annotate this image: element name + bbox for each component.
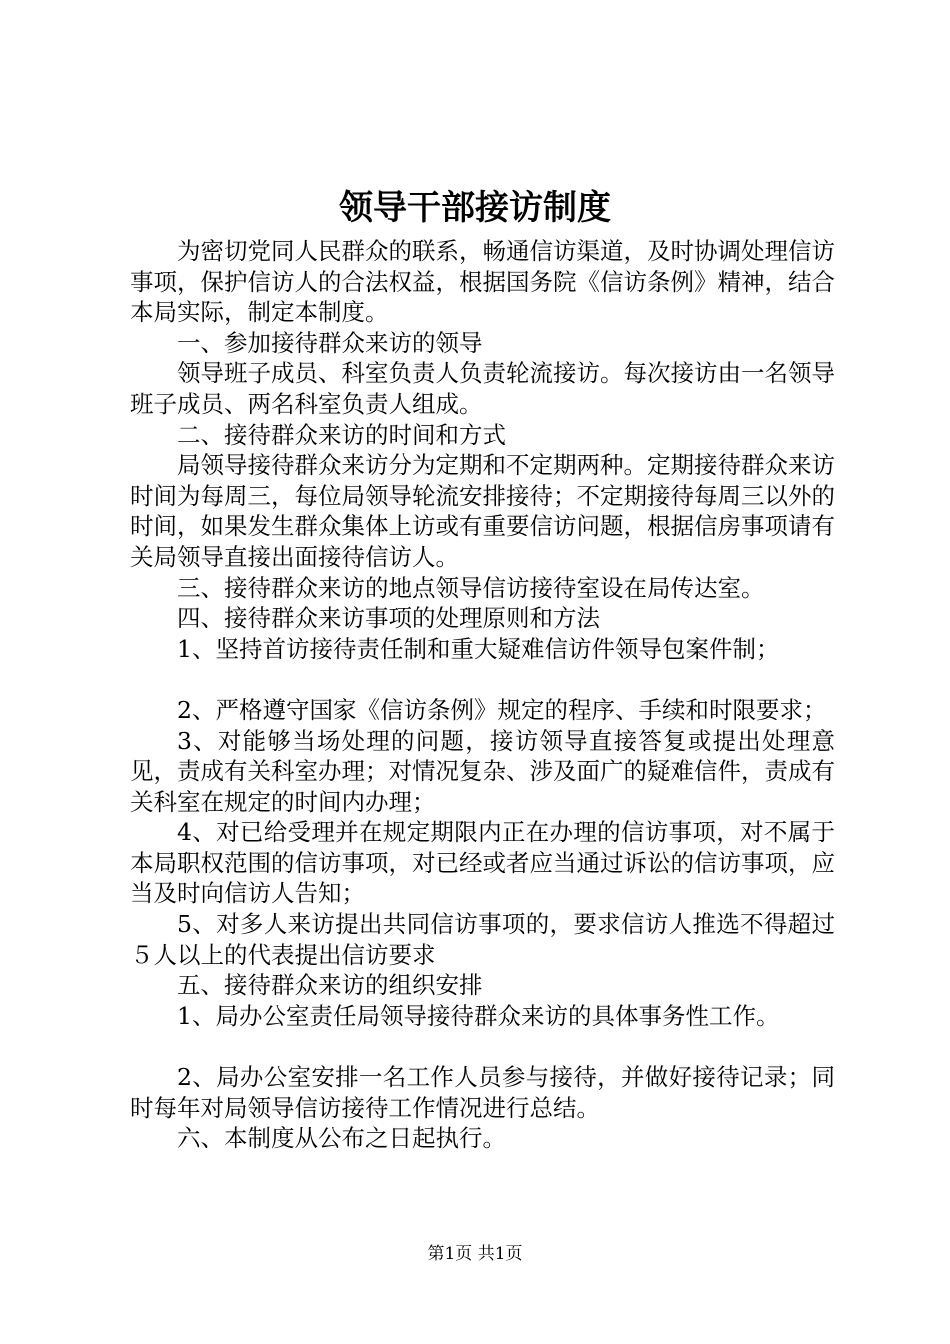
document-title: 领导干部接访制度: [339, 188, 611, 228]
section-4-item-3: 3、对能够当场处理的问题，接访领导直接答复或提出处理意见，责成有关科室办理；对情况复杂、涉及面广的疑难信件，责成有关科室在规定的时间内办理；: [130, 726, 835, 816]
section-heading-1: 一、参加接待群众来访的领导: [177, 328, 483, 357]
section-5-item-2: 2、局办公室安排一名工作人员参与接待，并做好接待记录；同时每年对局领导信访接待工作情况进行总结。: [130, 1063, 835, 1122]
section-5-item-1: 1、局办公室责任局领导接待群众来访的具体事务性工作。: [177, 1001, 780, 1030]
section-heading-2: 二、接待群众来访的时间和方式: [177, 420, 506, 449]
section-2-text: 局领导接待群众来访分为定期和不定期两种。定期接待群众来访时间为每周三，每位局领导轮流安排接待；不定期接待每周三以外的时间，如果发生群众集体上访或有重要信访问题，根据信房事项请有关局领导直接出面接待信访人。: [130, 451, 835, 571]
intro-paragraph: 为密切党同人民群众的联系，畅通信访渠道，及时协调处理信访事项，保护信访人的合法权益，根据国务院《信访条例》精神，结合本局实际，制定本制度。: [130, 237, 835, 327]
section-heading-3: 三、接待群众来访的地点领导信访接待室设在局传达室。: [177, 573, 765, 602]
section-1-text: 领导班子成员、科室负责人负责轮流接访。每次接访由一名领导班子成员、两名科室负责人组成。: [130, 359, 835, 418]
document-body: [130, 236, 835, 1154]
section-4-item-1: 1、坚持首访接待责任制和重大疑难信访件领导包案件制；: [177, 634, 780, 663]
section-4-item-4: 4、对已给受理并在规定期限内正在办理的信访事项，对不属于本局职权范围的信访事项，对已经或者应当通过诉讼的信访事项，应当及时向信访人告知；: [130, 818, 835, 908]
section-heading-5: 五、接待群众来访的组织安排: [177, 971, 483, 1000]
section-4-item-5: 5、对多人来访提出共同信访事项的，要求信访人推选不得超过５人以上的代表提出信访要求: [130, 910, 835, 969]
page-footer: 第1页 共1页: [427, 1244, 523, 1264]
section-4-item-2: 2、严格遵守国家《信访条例》规定的程序、手续和时限要求；: [177, 695, 827, 724]
section-heading-6: 六、本制度从公布之日起执行。: [177, 1124, 506, 1153]
section-heading-4: 四、接待群众来访事项的处理原则和方法: [177, 604, 600, 633]
